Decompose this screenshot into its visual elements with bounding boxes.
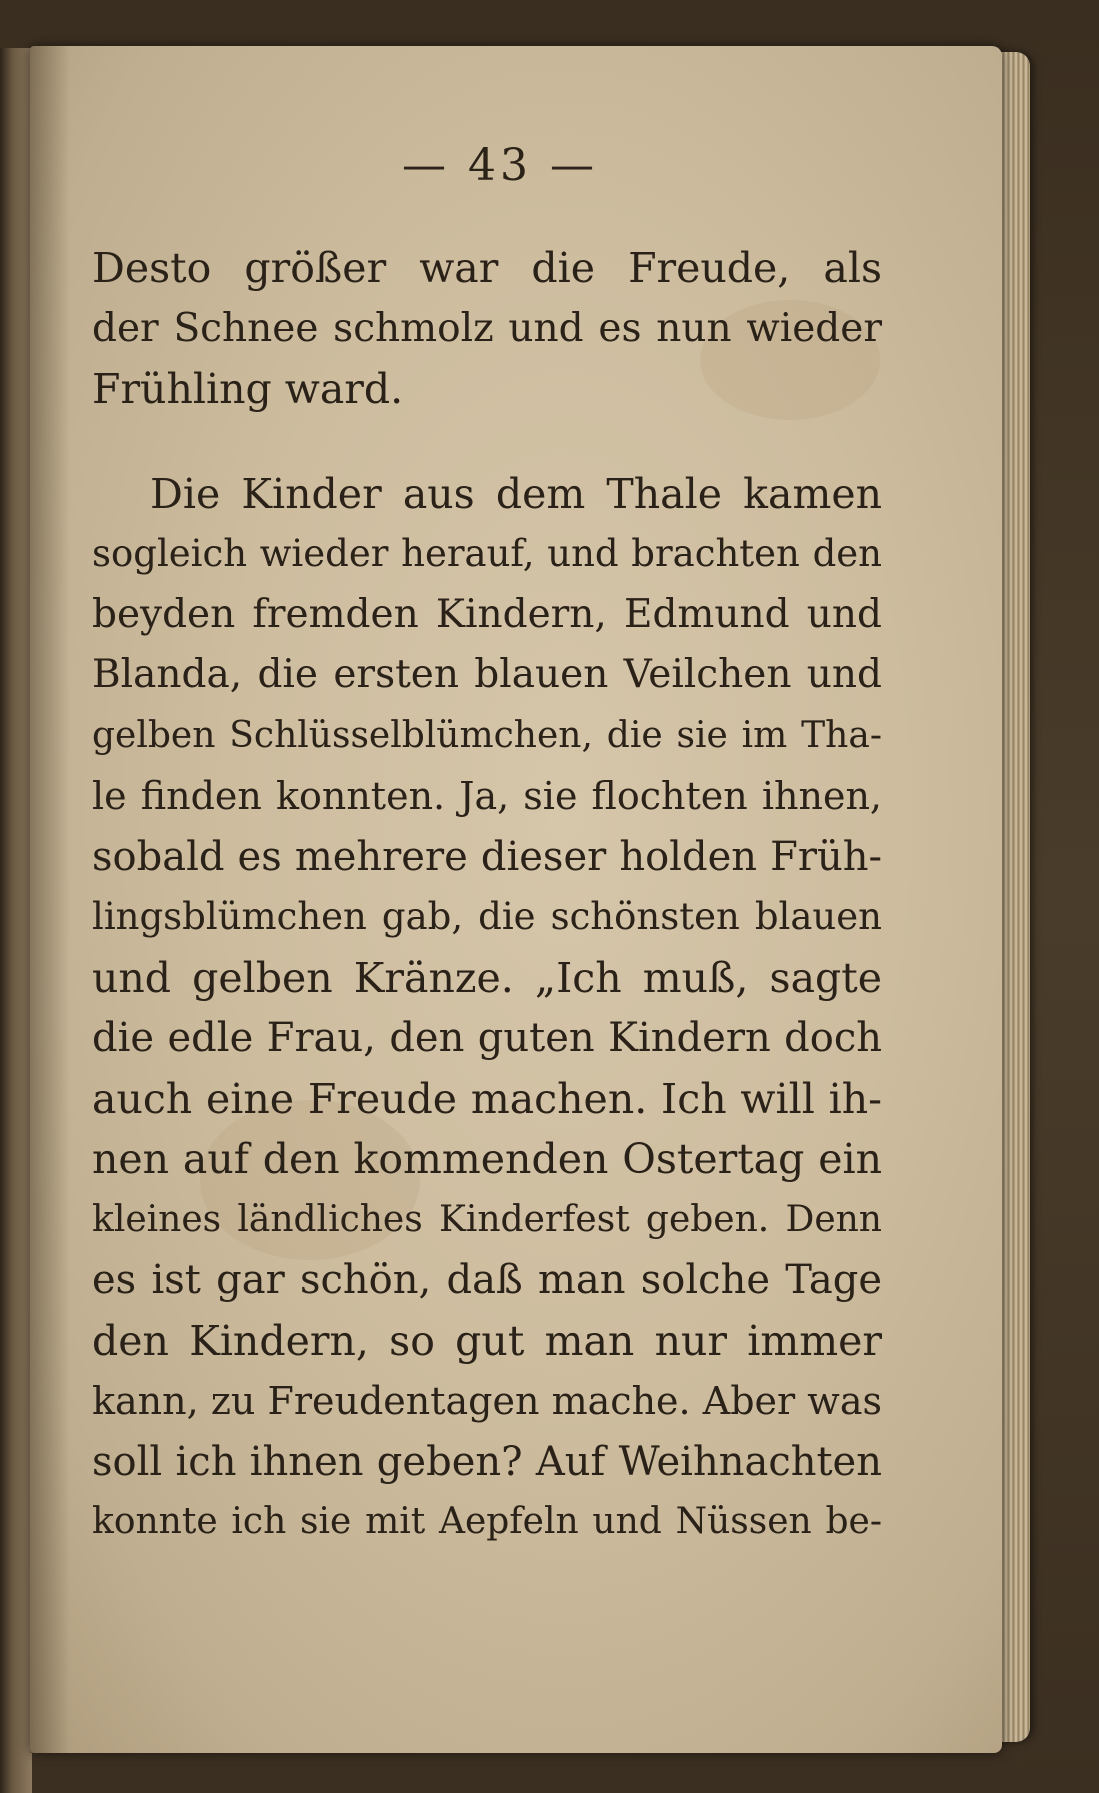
text-line: lingsblümchen gab, die schönsten blauen bbox=[92, 895, 882, 938]
page-number-header: — 43 — bbox=[402, 140, 598, 191]
text-line: Desto größer war die Freude, als bbox=[92, 244, 882, 292]
left-page-edge bbox=[0, 48, 32, 1793]
text-line: die edle Frau, den guten Kindern doch bbox=[92, 1015, 882, 1061]
text-line: beyden fremden Kindern, Edmund und bbox=[92, 591, 882, 637]
text-line: nen auf den kommenden Ostertag ein bbox=[92, 1135, 882, 1183]
paragraph-gap bbox=[92, 420, 882, 464]
text-line: den Kindern, so gut man nur immer bbox=[92, 1316, 882, 1365]
text-line: Die Kinder aus dem Thale kamen bbox=[150, 469, 882, 518]
text-line: soll ich ihnen geben? Auf Weihnachten bbox=[92, 1438, 882, 1485]
paragraph-2 bbox=[92, 464, 882, 1553]
text-line: sogleich wieder herauf, und brachten den bbox=[92, 532, 882, 575]
text-line: und gelben Kränze. „Ich muß, sagte bbox=[92, 953, 882, 1002]
text-line: konnte ich sie mit Aepfeln und Nüssen be- bbox=[92, 1501, 882, 1542]
paragraph-1 bbox=[92, 238, 882, 420]
text-line: der Schnee schmolz und es nun wieder bbox=[92, 305, 882, 351]
text-line: auch eine Freude machen. Ich will ih- bbox=[92, 1074, 882, 1123]
text-line: le finden konnten. Ja, sie flochten ihnen, bbox=[92, 774, 882, 818]
text-line: kleines ländliches Kinderfest geben. Denn bbox=[92, 1198, 882, 1240]
text-line: es ist gar schön, daß man solche Tage bbox=[92, 1257, 882, 1303]
text-line: sobald es mehrere dieser holden Früh- bbox=[92, 833, 882, 880]
text-line: Blanda, die ersten blauen Veilchen und bbox=[92, 652, 882, 697]
text-line: kann, zu Freudentagen mache. Aber was bbox=[92, 1379, 882, 1423]
text-line: gelben Schlüsselblümchen, die sie im Tha- bbox=[92, 714, 882, 756]
gutter-shadow bbox=[30, 46, 70, 1753]
text-line: Frühling ward. bbox=[92, 365, 404, 413]
body-text bbox=[92, 238, 882, 1553]
